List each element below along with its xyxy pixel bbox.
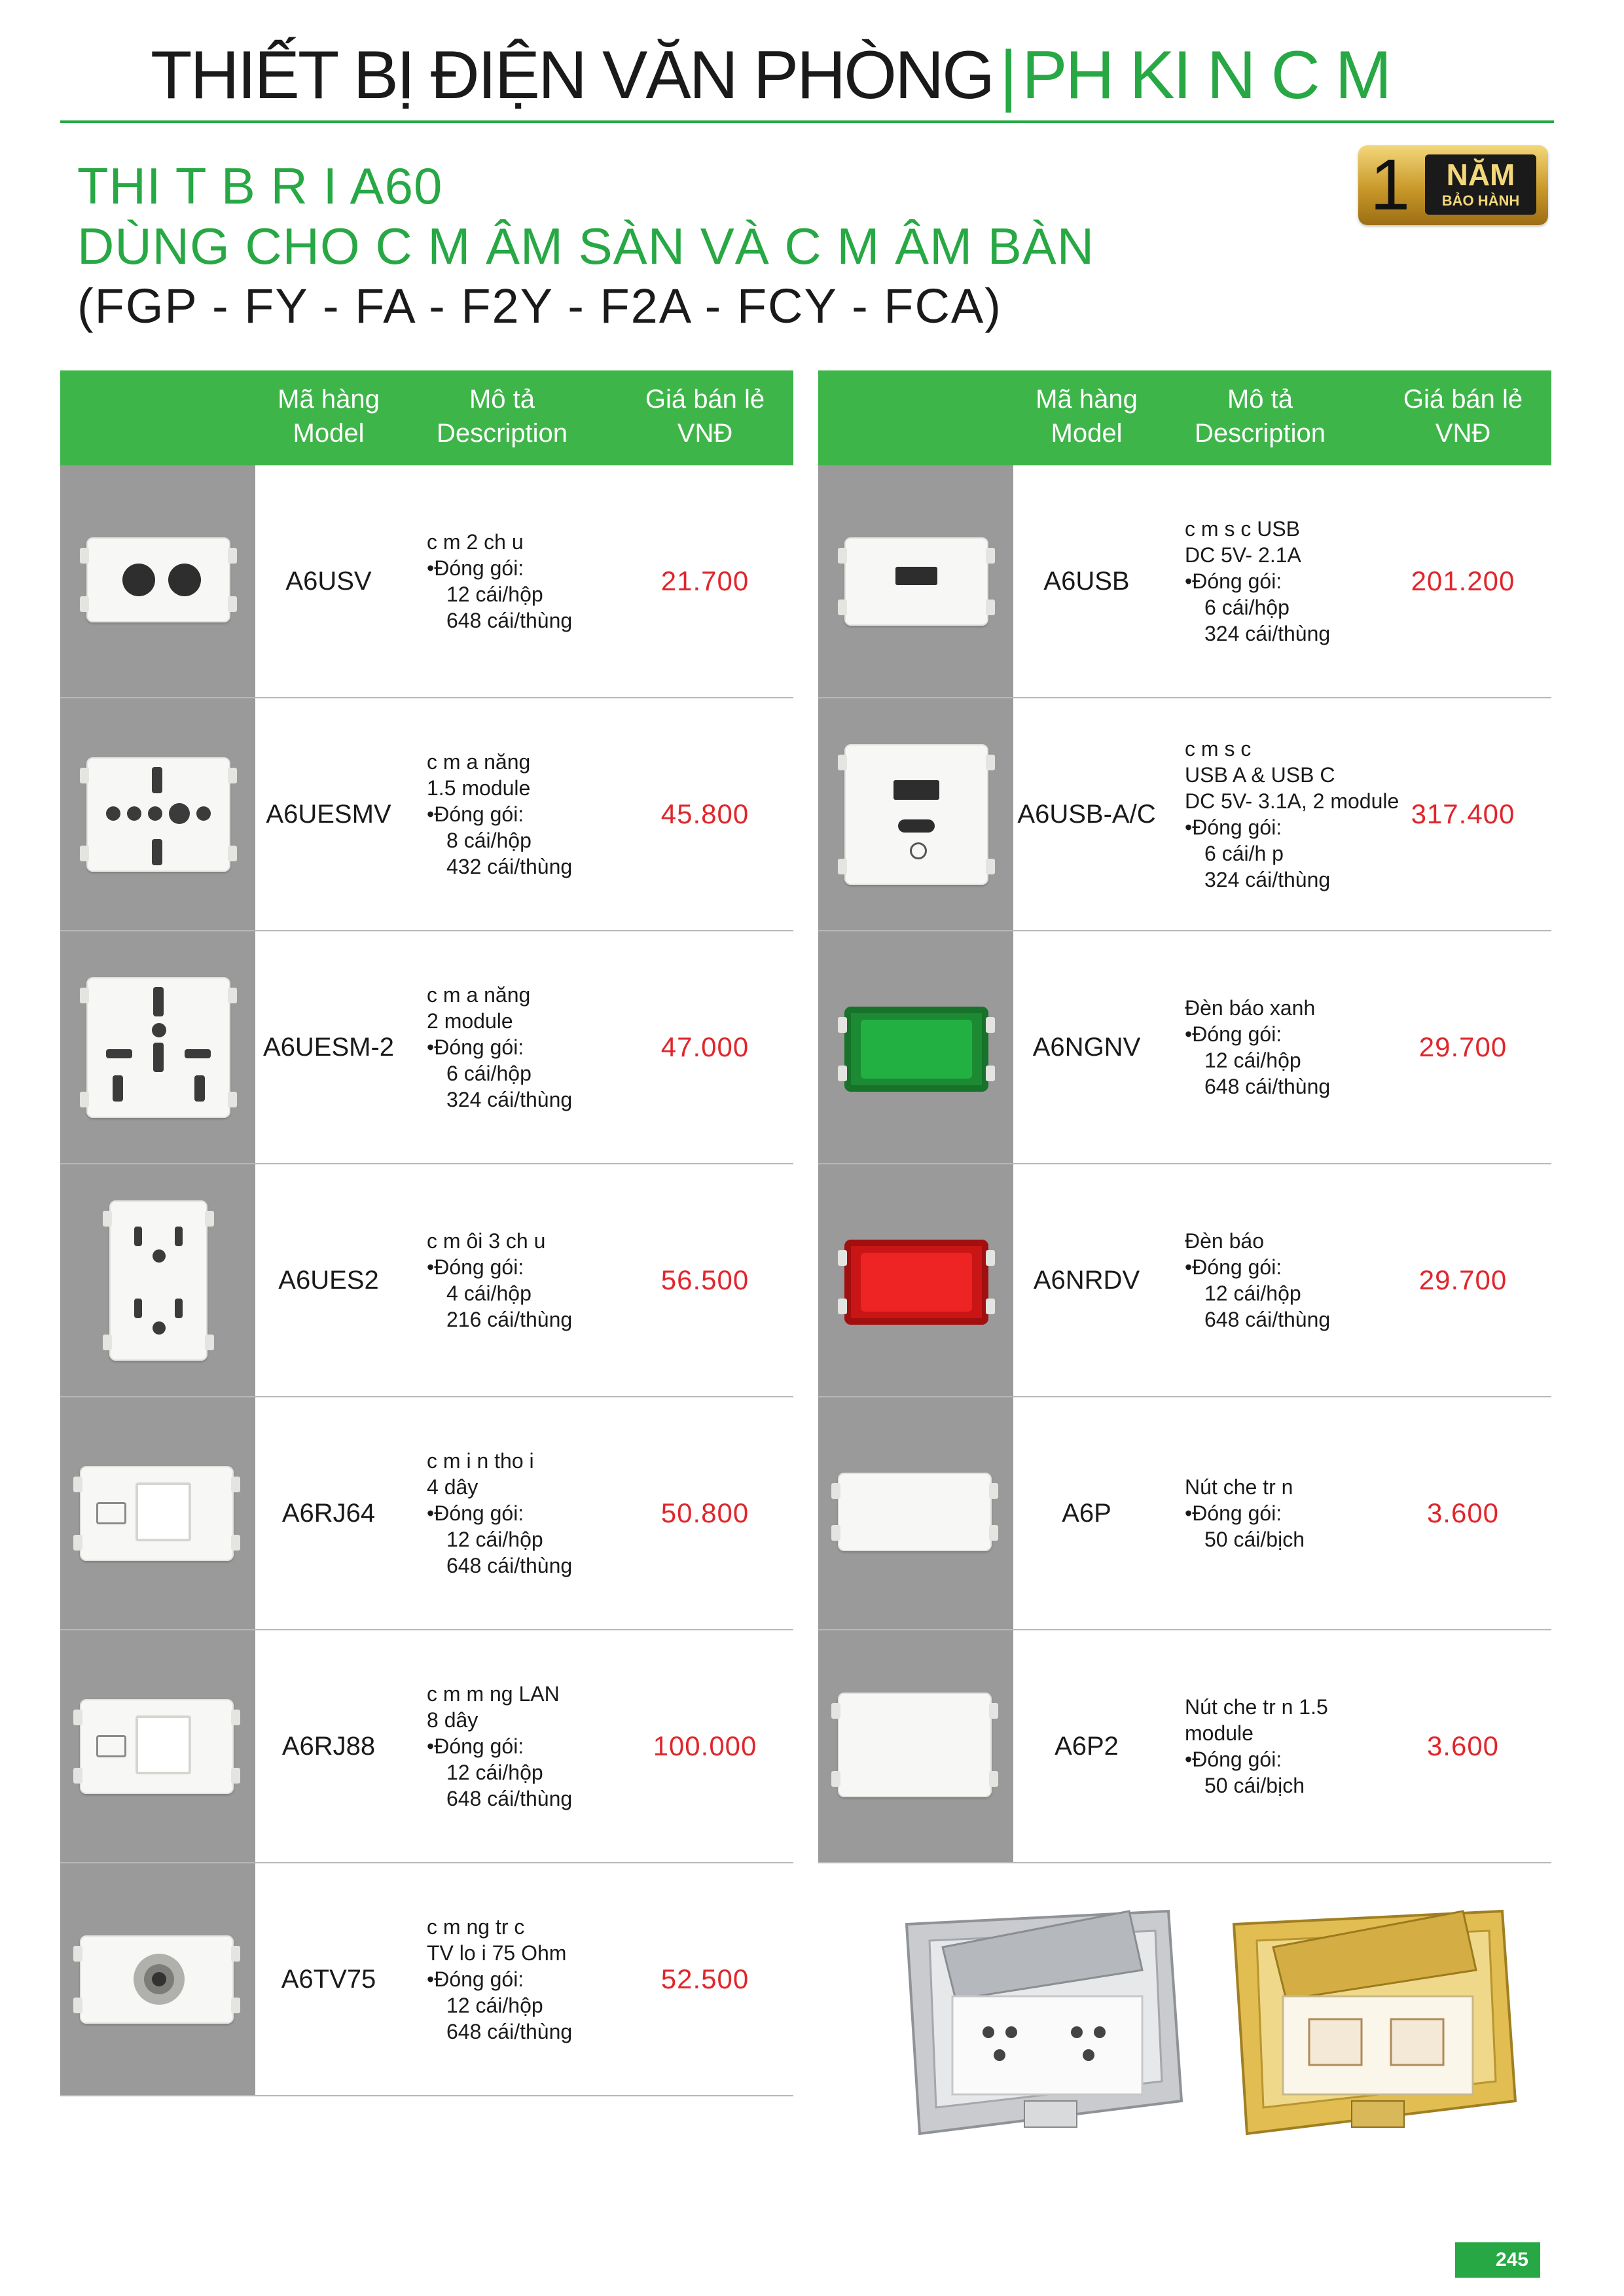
module-plate (838, 1693, 992, 1797)
universal-outlet-2-module-icon (60, 931, 255, 1163)
description-line: Nút che tr n (1185, 1475, 1293, 1499)
product-row (818, 698, 1551, 931)
mount-tab (73, 1998, 82, 2013)
header-model-vi: Mã hàng (278, 385, 380, 414)
product-row (818, 931, 1551, 1164)
mount-tab (986, 1017, 995, 1033)
product-model: A6USB-A/C (1017, 799, 1156, 829)
mount-tab (838, 548, 847, 564)
gold-floor-box-image (1234, 1911, 1515, 2134)
product-model: A6P (1062, 1498, 1111, 1528)
module-plate (80, 1466, 234, 1561)
description-line: c m ng tr c (427, 1915, 525, 1939)
module-plate (86, 977, 230, 1118)
mount-tab (231, 1946, 240, 1962)
description-line: •Đóng gói: (427, 1967, 524, 1991)
page-title (151, 29, 1558, 121)
mount-tab (73, 1477, 82, 1492)
mount-tab (838, 1299, 847, 1314)
mount-tab (831, 1703, 840, 1719)
product-table-right (818, 370, 1551, 1863)
usb-c-port (898, 819, 935, 833)
mount-tab (103, 1211, 112, 1227)
product-row (60, 1863, 793, 2096)
outlet-slot (152, 839, 162, 865)
module-plate (80, 1699, 234, 1794)
product-price: 50.800 (660, 1498, 749, 1528)
jack-symbol (96, 1735, 126, 1757)
description-line: c m s c USB (1185, 517, 1301, 541)
header-model-en: Model (1051, 419, 1123, 448)
usb-a-port (893, 780, 939, 800)
outlet-slot (106, 1049, 132, 1058)
product-model: A6USV (285, 566, 372, 596)
description-line: 12 cái/hộp (446, 1528, 543, 1551)
header-price (623, 382, 787, 450)
indicator-body (844, 1007, 988, 1092)
phone-jack-icon (60, 1397, 255, 1629)
product-image (60, 1397, 255, 1629)
mount-tab (986, 755, 995, 770)
usb-a-charger-icon (818, 465, 1013, 697)
header-model (257, 382, 401, 450)
description-line: •Đóng gói: (427, 802, 524, 826)
product-description (427, 1164, 617, 1396)
description-line: 12 cái/hộp (446, 1761, 543, 1784)
description-line: 50 cái/bịch (1204, 1774, 1305, 1797)
description-line: 648 cái/thùng (1204, 1075, 1331, 1098)
product-description (427, 698, 617, 930)
mount-tab (80, 988, 89, 1003)
mount-tab (231, 1768, 240, 1784)
product-row (60, 931, 793, 1164)
description-line: TV lo i 75 Ohm (427, 1941, 567, 1965)
product-image (818, 465, 1013, 697)
description-line: 648 cái/thùng (446, 609, 573, 632)
usb-symbol (910, 842, 927, 859)
description-line: c m a năng (427, 983, 531, 1007)
silver-floor-box-image (907, 1911, 1182, 2134)
description-line: 12 cái/hộp (446, 583, 543, 606)
outlet-hole (153, 1321, 166, 1335)
description-line: •Đóng gói: (1185, 816, 1282, 839)
header-description (414, 382, 590, 450)
mount-tab (73, 1535, 82, 1551)
mount-tab (228, 768, 237, 783)
mount-tab (838, 859, 847, 874)
product-row (818, 1397, 1551, 1630)
mount-tab (989, 1703, 998, 1719)
description-line: USB A & USB C (1185, 763, 1335, 787)
heading-line-1: THI T B R I A60 (77, 157, 443, 215)
product-description (427, 465, 617, 697)
lan-jack-icon (60, 1630, 255, 1862)
description-line: •Đóng gói: (427, 556, 524, 580)
2-pin-outlet-icon (60, 465, 255, 697)
page-subtitle: PH KI N C M (1022, 37, 1390, 113)
module-plate (80, 1935, 234, 2024)
description-line: •Đóng gói: (1185, 1748, 1282, 1771)
indicator-glow (861, 1253, 972, 1312)
mount-tab (831, 1483, 840, 1499)
header-model (1015, 382, 1159, 450)
indicator-glow (861, 1020, 972, 1079)
warranty-badge (1358, 145, 1548, 225)
product-image (818, 1164, 1013, 1396)
module-plate (109, 1200, 208, 1361)
product-model: A6TV75 (281, 1964, 376, 1994)
mount-tab (986, 859, 995, 874)
product-description (1185, 465, 1375, 697)
outlet-slot (185, 1049, 211, 1058)
outlet-hole (168, 564, 201, 596)
product-model: A6RJ64 (281, 1498, 376, 1528)
product-model: A6P2 (1055, 1731, 1119, 1761)
outlet-hole (148, 806, 162, 821)
mount-tab (205, 1335, 214, 1350)
header-desc-en: Description (436, 419, 568, 448)
header-desc-en: Description (1194, 419, 1326, 448)
product-price: 21.700 (660, 565, 749, 596)
mount-tab (989, 1525, 998, 1541)
title-separator: | (1000, 37, 1016, 113)
tv-coax-jack-icon (60, 1863, 255, 2095)
header-price-vi: Giá bán lẻ (645, 385, 765, 414)
description-line: Đèn báo (1185, 1229, 1264, 1253)
double-3-pin-outlet-icon (60, 1164, 255, 1396)
mount-tab (228, 596, 237, 612)
product-image (60, 931, 255, 1163)
product-description (1185, 1630, 1375, 1862)
product-description (1185, 698, 1399, 930)
product-image (818, 1397, 1013, 1629)
description-line: 6 cái/h p (1204, 842, 1284, 865)
product-row (60, 465, 793, 698)
product-price: 100.000 (653, 1731, 757, 1761)
jack-frame (135, 1482, 191, 1541)
product-description (427, 1863, 617, 2095)
mount-tab (838, 1066, 847, 1081)
title-divider (60, 120, 1554, 123)
product-image (60, 1164, 255, 1396)
description-line: c m i n tho i (427, 1449, 534, 1473)
warranty-number: 1 (1370, 145, 1411, 225)
description-line: 4 dây (427, 1475, 478, 1499)
description-line: c m a năng (427, 750, 531, 774)
header-description (1172, 382, 1348, 450)
description-line: 6 cái/hộp (446, 1062, 532, 1085)
product-image (818, 1630, 1013, 1862)
product-image (60, 1863, 255, 2095)
mount-tab (231, 1477, 240, 1492)
floor-box-photos (880, 1885, 1535, 2160)
section-heading (77, 156, 1255, 336)
mount-tab (986, 1250, 995, 1266)
product-image (818, 931, 1013, 1163)
mount-tab (986, 548, 995, 564)
description-line: 6 cái/hộp (1204, 596, 1290, 619)
product-price: 201.200 (1411, 565, 1515, 596)
green-indicator-light-icon (818, 931, 1013, 1163)
description-line: 4 cái/hộp (446, 1282, 532, 1305)
page-number: 245 (1455, 2242, 1540, 2278)
description-line: •Đóng gói: (427, 1255, 524, 1279)
mount-tab (838, 755, 847, 770)
description-line: •Đóng gói: (1185, 1022, 1282, 1046)
red-indicator-light-icon (818, 1164, 1013, 1396)
mount-tab (989, 1771, 998, 1787)
table-body-right (818, 465, 1551, 1863)
warranty-text: BẢO HÀNH (1441, 192, 1520, 209)
product-image (60, 465, 255, 697)
universal-outlet-icon (60, 698, 255, 930)
description-line: 324 cái/thùng (1204, 868, 1331, 891)
mount-tab (838, 600, 847, 615)
product-price: 45.800 (660, 798, 749, 829)
product-price: 317.400 (1411, 798, 1515, 829)
description-line: •Đóng gói: (1185, 1255, 1282, 1279)
product-price: 29.700 (1418, 1031, 1507, 1062)
product-description (427, 931, 617, 1163)
product-model: A6UESMV (266, 799, 391, 829)
product-image (60, 698, 255, 930)
description-line: 648 cái/thùng (1204, 1308, 1331, 1331)
mount-tab (80, 1092, 89, 1107)
product-price: 3.600 (1426, 1731, 1500, 1761)
blank-plate-icon (818, 1397, 1013, 1629)
description-line: 2 module (427, 1009, 513, 1033)
mount-tab (103, 1335, 112, 1350)
outlet-slot (134, 1299, 142, 1318)
outlet-slot (194, 1075, 205, 1102)
mount-tab (80, 846, 89, 861)
description-line: 324 cái/thùng (446, 1088, 573, 1111)
jack-symbol (96, 1502, 126, 1524)
product-image (818, 698, 1013, 930)
product-price: 56.500 (660, 1265, 749, 1295)
product-model: A6UES2 (278, 1265, 379, 1295)
product-row (818, 465, 1551, 698)
description-line: c m 2 ch u (427, 530, 524, 554)
product-model: A6NRDV (1033, 1265, 1140, 1295)
product-row (818, 1164, 1551, 1397)
product-row (818, 1630, 1551, 1863)
heading-line-3: (FGP - FY - FA - F2Y - F2A - FCY - FCA) (77, 279, 1002, 333)
description-line: •Đóng gói: (1185, 1501, 1282, 1525)
description-line: 12 cái/hộp (1204, 1282, 1301, 1305)
description-line: Nút che tr n 1.5 (1185, 1695, 1328, 1719)
product-description (1185, 931, 1375, 1163)
heading-line-2: DÙNG CHO C M ÂM SÀN VÀ C M ÂM BÀN (77, 217, 1095, 275)
outlet-hole (169, 803, 190, 824)
mount-tab (73, 1768, 82, 1784)
product-model: A6UESM-2 (262, 1032, 395, 1062)
description-line: 1.5 module (427, 776, 531, 800)
description-line: DC 5V- 3.1A, 2 module (1185, 789, 1399, 813)
mount-tab (231, 1710, 240, 1725)
usb-a-c-charger-icon (818, 698, 1013, 930)
header-desc-vi: Mô tả (1227, 385, 1293, 414)
outlet-hole (106, 806, 120, 821)
product-price: 47.000 (660, 1031, 749, 1062)
description-line: c m s c (1185, 737, 1252, 761)
usb-port (895, 567, 937, 585)
header-desc-vi: Mô tả (469, 385, 535, 414)
indicator-body (844, 1240, 988, 1325)
mount-tab (986, 1066, 995, 1081)
description-line: •Đóng gói: (427, 1734, 524, 1758)
mount-tab (228, 548, 237, 564)
product-row (60, 1397, 793, 1630)
mount-tab (73, 1946, 82, 1962)
product-description (1185, 1164, 1375, 1396)
mount-tab (228, 846, 237, 861)
mount-tab (831, 1771, 840, 1787)
outlet-hole (152, 1023, 166, 1037)
product-price: 52.500 (660, 1964, 749, 1994)
mount-tab (989, 1483, 998, 1499)
header-price-en: VNĐ (677, 419, 733, 448)
module-plate (844, 744, 988, 885)
description-line: 216 cái/thùng (446, 1308, 573, 1331)
outlet-slot (153, 987, 164, 1016)
description-line: module (1185, 1721, 1254, 1745)
mount-tab (838, 1250, 847, 1266)
header-price-en: VNĐ (1435, 419, 1491, 448)
mount-tab (838, 1017, 847, 1033)
description-line: 50 cái/bịch (1204, 1528, 1305, 1551)
mount-tab (80, 768, 89, 783)
blank-plate-1-5-icon (818, 1630, 1013, 1862)
description-line: 648 cái/thùng (446, 1787, 573, 1810)
description-line: DC 5V- 2.1A (1185, 543, 1301, 567)
description-line: c m m ng LAN (427, 1682, 560, 1706)
product-price: 29.700 (1418, 1265, 1507, 1295)
product-description (427, 1630, 617, 1862)
product-model: A6NGNV (1032, 1032, 1141, 1062)
outlet-slot (113, 1075, 123, 1102)
outlet-slot (153, 1043, 164, 1072)
outlet-hole (152, 1972, 166, 1986)
description-line: 12 cái/hộp (446, 1994, 543, 2017)
mount-tab (228, 1092, 237, 1107)
mount-tab (986, 1299, 995, 1314)
table-body-left (60, 465, 793, 2096)
description-line: 8 cái/hộp (446, 829, 532, 852)
product-price: 3.600 (1426, 1498, 1500, 1528)
header-price (1381, 382, 1545, 450)
description-line: 648 cái/thùng (446, 1554, 573, 1577)
product-model: A6USB (1043, 566, 1130, 596)
module-plate (86, 757, 230, 872)
product-image (60, 1630, 255, 1862)
description-line: 8 dây (427, 1708, 478, 1732)
outlet-hole (127, 806, 141, 821)
product-description (427, 1397, 617, 1629)
description-line: 648 cái/thùng (446, 2020, 573, 2043)
header-model-en: Model (293, 419, 365, 448)
description-line: 324 cái/thùng (1204, 622, 1331, 645)
description-line: 432 cái/thùng (446, 855, 573, 878)
outlet-slot (152, 767, 162, 793)
mount-tab (831, 1525, 840, 1541)
mount-tab (80, 548, 89, 564)
description-line: 12 cái/hộp (1204, 1049, 1301, 1072)
module-plate (844, 537, 988, 626)
mount-tab (205, 1211, 214, 1227)
description-line: Đèn báo xanh (1185, 996, 1316, 1020)
product-description (1185, 1397, 1375, 1629)
mount-tab (228, 988, 237, 1003)
mount-tab (986, 600, 995, 615)
warranty-label-box (1425, 154, 1536, 215)
module-plate (838, 1473, 992, 1551)
header-price-vi: Giá bán lẻ (1403, 385, 1523, 414)
description-line: •Đóng gói: (1185, 569, 1282, 593)
outlet-hole (122, 564, 155, 596)
product-model: A6RJ88 (281, 1731, 376, 1761)
mount-tab (231, 1998, 240, 2013)
outlet-slot (134, 1227, 142, 1246)
outlet-slot (175, 1227, 183, 1246)
warranty-year-label: NĂM (1446, 158, 1515, 192)
page-title-main: THIẾT BỊ ĐIỆN VĂN PHÒNG (151, 37, 994, 113)
mount-tab (231, 1535, 240, 1551)
module-plate (86, 537, 230, 622)
outlet-hole (153, 1249, 166, 1263)
table-header (818, 370, 1551, 465)
table-header (60, 370, 793, 465)
outlet-hole (196, 806, 211, 821)
product-table-left (60, 370, 793, 2096)
description-line: •Đóng gói: (427, 1035, 524, 1059)
product-row (60, 698, 793, 931)
jack-frame (135, 1715, 191, 1774)
outlet-slot (175, 1299, 183, 1318)
product-row (60, 1164, 793, 1397)
product-row (60, 1630, 793, 1863)
description-line: c m ôi 3 ch u (427, 1229, 546, 1253)
mount-tab (73, 1710, 82, 1725)
header-model-vi: Mã hàng (1036, 385, 1138, 414)
description-line: •Đóng gói: (427, 1501, 524, 1525)
mount-tab (80, 596, 89, 612)
